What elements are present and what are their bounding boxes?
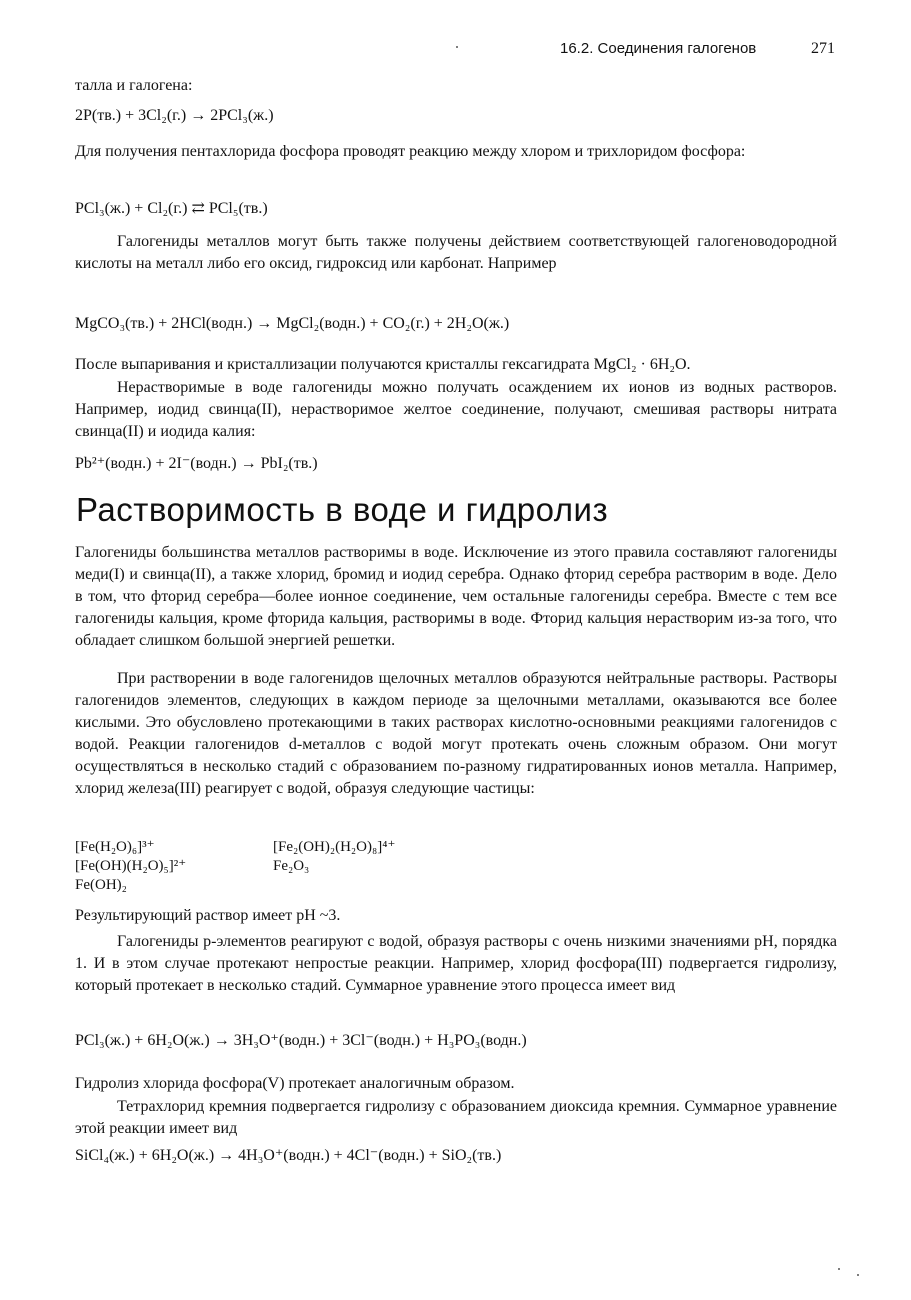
section-heading: Растворимость в воде и гидролиз [76, 491, 609, 528]
paragraph: При растворении в воде галогенидов щелочных металлов образуются нейтральные растворы. Растворы галогенидов элементов, следующих в каждом периоде за щелочными металлами, оказываются все более кислыми. Это обусловлено протекающими в таких растворах кислотно-основными реакциями галогенидов с водой. Реакции галогенидов d-металлов с водой могут протекать очень сложным образом. Они могут осуществляться в несколько стадий с образованием по-разному гидратированных ионов металла. Например, хлорид железа(III) реагирует с водой, образуя следующие частицы: [75, 670, 837, 797]
paragraph-block [75, 905, 837, 927]
paragraph-block [75, 141, 837, 163]
paragraph-block [75, 668, 837, 800]
species-item: [Fe(OH)(H₂O)₅]²⁺ [75, 858, 187, 874]
paragraph: Тетрахлорид кремния подвергается гидролизу с образованием диоксида кремния. Суммарное уравнение этой реакции имеет вид [75, 1098, 837, 1137]
continuation-line [75, 75, 837, 97]
species-item: [Fe(H₂O)₆]³⁺ [75, 839, 155, 855]
paragraph-block [75, 354, 837, 376]
paragraph: Галогениды металлов могут быть также получены действием соответствующей галогеноводородной кислоты на металл либо его оксид, гидроксид или карбонат. Например [75, 233, 837, 272]
paragraph: талла и галогена: [75, 77, 193, 94]
species-item: Fe(OH)₂ [75, 877, 127, 893]
paragraph-block [75, 231, 837, 275]
paragraph: После выпаривания и кристаллизации получаются кристаллы гексагидрата MgCl₂ · 6H₂O. [75, 356, 691, 373]
equation: MgCO₃(тв.) + 2HCl(водн.) → MgCl₂(водн.) + CO₂(г.) + 2H₂O(ж.) [75, 315, 510, 332]
paragraph-block [75, 542, 837, 652]
running-head [560, 40, 835, 58]
paragraph: Результирующий раствор имеет pH ~3. [75, 907, 341, 924]
running-title: 16.2. Соединения галогенов [560, 40, 757, 57]
species-item: [Fe₂(OH)₂(H₂O)₈]⁴⁺ [273, 839, 396, 855]
paragraph: Галогениды большинства металлов растворимы в воде. Исключение из этого правила составляют галогениды меди(I) и свинца(II), а также хлорид, бромид и иодид серебра. Однако фторид серебра растворим в воде. Дело в том, что фторид серебра—более ионное соединение, чем остальные галогениды серебра. Вместе с тем все галогениды кальция, кроме фторида кальция, растворимы в воде. Фторид кальция нерастворим из-за того, что обладает слишком большой энергией решетки. [75, 544, 837, 649]
paragraph: Галогениды p-элементов реагируют с водой, образуя растворы с очень низкими значениями pH, порядка 1. И в этом случае протекают непростые реакции. Например, хлорид фосфора(III) подвергается гидролизу, который протекает в несколько стадий. Суммарное уравнение этого процесса имеет вид [75, 933, 837, 994]
paragraph-block [75, 377, 837, 443]
scan-speck [857, 1274, 859, 1276]
paragraph-block [75, 931, 837, 997]
iron-species-list [75, 838, 473, 895]
equation: PCl₃(ж.) + 6H₂O(ж.) → 3H₃O⁺(водн.) + 3Cl⁻(водн.) + H₃PO₃(водн.) [75, 1032, 527, 1049]
species-item: Fe₂O₃ [273, 858, 310, 874]
equation: PCl₃(ж.) + Cl₂(г.) ⇄ PCl₅(тв.) [75, 200, 268, 217]
scan-speck [838, 1268, 840, 1270]
equation: 2P(тв.) + 3Cl₂(г.) → 2PCl₃(ж.) [75, 107, 274, 124]
page-number: 271 [811, 40, 835, 57]
paragraph-block [75, 1073, 837, 1095]
scan-speck [456, 46, 458, 48]
paragraph: Для получения пентахлорида фосфора проводят реакцию между хлором и трихлоридом фосфора: [75, 143, 746, 160]
paragraph-block [75, 1096, 837, 1140]
equation: Pb²⁺(водн.) + 2I⁻(водн.) → PbI₂(тв.) [75, 455, 318, 472]
equation: SiCl₄(ж.) + 6H₂O(ж.) → 4H₃O⁺(водн.) + 4Cl⁻(водн.) + SiO₂(тв.) [75, 1147, 502, 1164]
paragraph: Нерастворимые в воде галогениды можно получать осаждением их ионов из водных растворов. Например, иодид свинца(II), нерастворимое желтое соединение, получают, смешивая растворы нитрата свинца(II) и иодида калия: [75, 379, 837, 440]
paragraph: Гидролиз хлорида фосфора(V) протекает аналогичным образом. [75, 1075, 515, 1092]
